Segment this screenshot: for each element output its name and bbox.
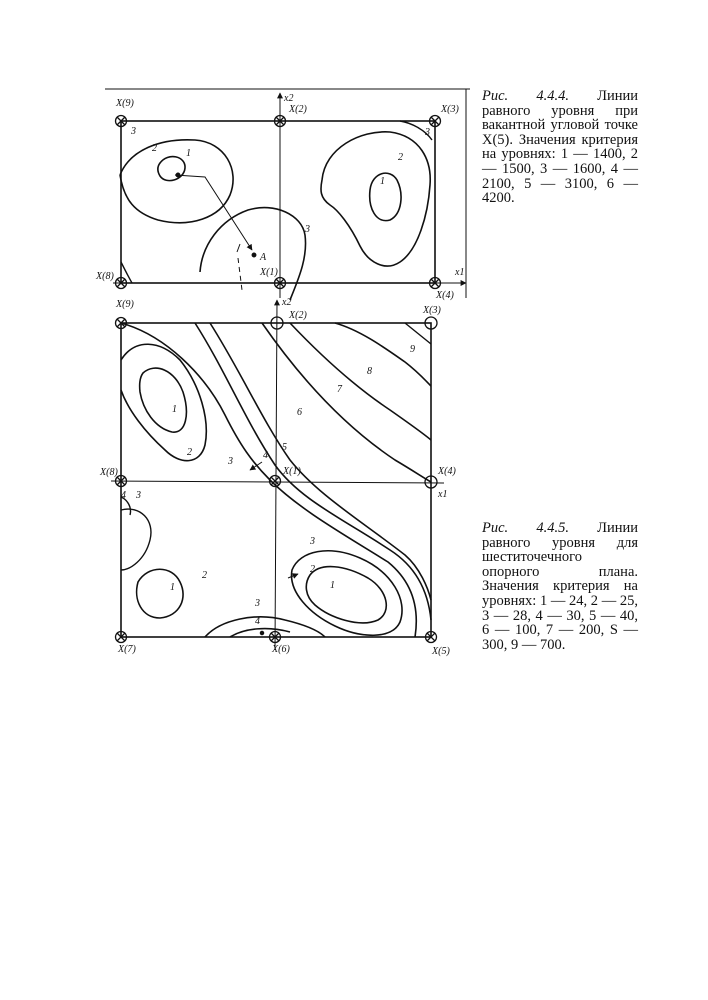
caption-label: Рис. 4.4.5. [482,520,569,536]
fig2-label-x5: X(5) [432,646,450,657]
fig2-min-dot [260,631,263,634]
fig2-contour-1b [306,567,386,623]
fig2-level-3b: 3 [310,536,315,547]
fig1-level-3c: 3 [305,224,310,235]
fig2-level-4-bottom: 4 [255,616,260,627]
fig2-label-x8: X(8) [100,467,118,478]
figure-4-4-5-caption [482,521,638,652]
fig2-axis-x2-label: x2 [282,297,292,308]
fig1-dashed-path [238,258,242,290]
caption-text: Линии равного уровня для шеститочечного опорного плана. Значения критерия на уровнях: 1 — 24, 2 — 25, 3 — 28, 4 — 30, 5 — 40, 6 — 100, 7 — 200, S — 300, 9 — 700. [482,520,639,653]
fig2-label-x9: X(9) [116,299,134,310]
fig2-contour-4 [195,323,431,620]
caption-label: Рис. 4.4.4. [482,88,569,104]
fig1-label-x1: X(1) [260,267,278,278]
fig2-level-8: 8 [367,366,372,377]
fig2-labels [99,297,456,657]
fig1-contour-2a [120,140,233,223]
fig2-level-2b: 2 [310,564,315,575]
fig1-label-a: A [260,252,267,263]
fig2-contour-7 [290,323,431,440]
fig2-level-1b: 1 [330,580,335,591]
fig2-level-7: 7 [337,384,342,395]
fig2-level-4-left: 4 [121,490,126,501]
fig2-contour-2b [292,551,403,635]
fig2-axis-x1-label: x1 [438,489,448,500]
fig1-axis-x1-label: x1 [455,267,465,278]
fig1-label-x2: X(2) [289,104,307,115]
fig2-contour-3-left [121,509,151,570]
fig2-contour-6 [262,323,431,482]
fig1-level-1b: 1 [380,176,385,187]
fig1-label-x4: X(4) [436,290,454,301]
fig1-level-2b: 2 [398,152,403,163]
fig1-label-x3: X(3) [441,104,459,115]
fig2-contour-2a [121,344,206,460]
fig1-level-3b: 3 [425,127,430,138]
fig1-axis-x2-label: x2 [284,93,294,104]
fig2-level-6: 6 [297,407,302,418]
fig2-level-1c: 1 [170,582,175,593]
fig2-label-x2: X(2) [289,310,307,321]
figure-4-4-5 [111,300,444,650]
fig2-label-x1: X(1) [283,466,301,477]
fig2-label-x3: X(3) [423,305,441,316]
fig1-level-3a: 3 [131,126,136,137]
fig1-min-dot [176,173,180,177]
fig1-tick [237,244,240,252]
figure-4-4-4-caption [482,89,638,206]
fig2-label-x7: X(7) [118,644,136,655]
fig1-level-1a: 1 [186,148,191,159]
fig2-level-1a: 1 [172,404,177,415]
fig2-level-4a: 4 [263,450,268,461]
fig1-contour-2b [321,132,430,266]
fig2-level-3-bottom: 3 [255,598,260,609]
fig2-level-9: 9 [410,344,415,355]
fig1-label-x9: X(9) [116,98,134,109]
fig1-contour-1b [370,173,401,220]
fig1-domain-box [121,121,435,283]
figure-4-4-4 [105,89,470,300]
fig2-contour-9 [405,323,431,344]
fig2-contour-3-bottom [205,617,325,637]
fig1-label-x8: X(8) [96,271,114,282]
fig2-label-x6: X(6) [272,644,290,655]
fig1-point-a-dot [252,253,256,257]
fig1-level-2a: 2 [152,143,157,154]
fig1-contour-3c [121,262,132,283]
fig2-contour-1c [137,569,183,618]
caption-text: Линии равного уровня при вакантной угловой точке X(5). Значения критерия на уровнях: 1 — 1400, 2 — 1500, 3 — 1600, 4 — 2100, 5 — 3100, 6 — 4200. [482,88,639,207]
fig2-label-x4: X(4) [438,466,456,477]
fig2-level-3a: 3 [228,456,233,467]
fig2-level-2-pointer [288,574,298,578]
fig2-contour-1a [140,368,187,432]
fig2-level-5: 5 [282,442,287,453]
fig2-level-3-left: 3 [136,490,141,501]
fig2-level-2c: 2 [202,570,207,581]
fig1-contour-1a [158,157,185,181]
fig2-level-2a: 2 [187,447,192,458]
